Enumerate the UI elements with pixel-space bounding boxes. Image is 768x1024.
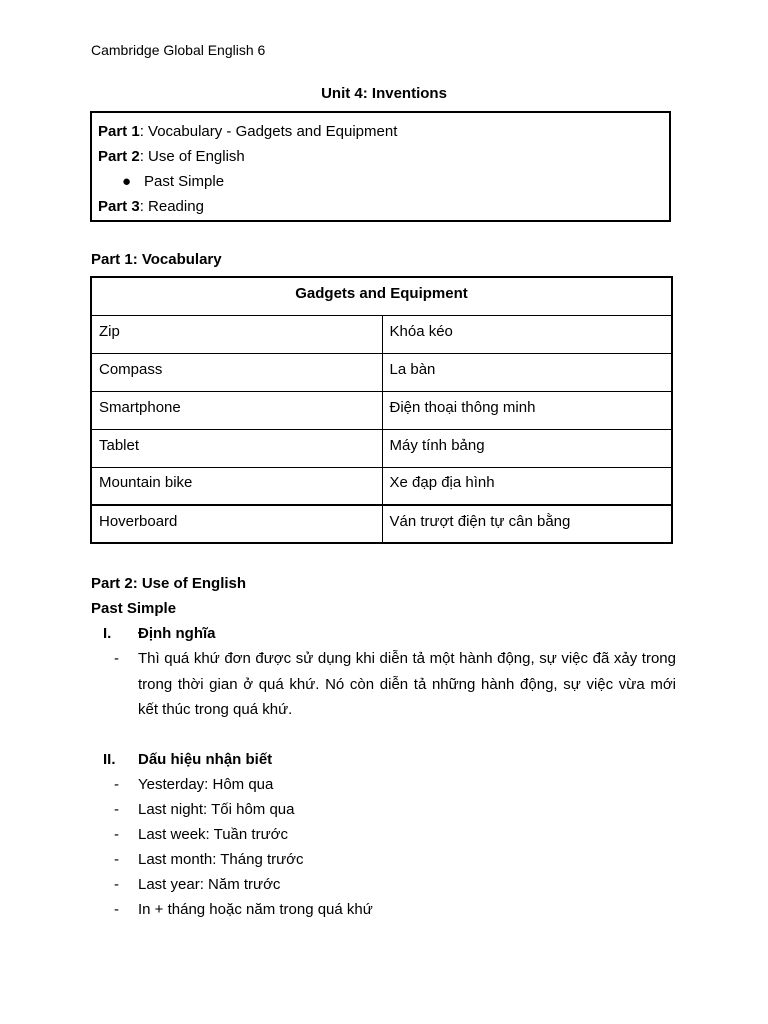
table-cell-en: Zip (91, 315, 382, 353)
definition-heading: Định nghĩa (138, 625, 216, 642)
list-item: Last month: Tháng trước (138, 851, 304, 868)
table-cell-vi: Điện thoại thông minh (382, 391, 672, 429)
table-row (91, 315, 672, 353)
table-cell-vi: La bàn (382, 353, 672, 391)
table-cell-en: Compass (91, 353, 382, 391)
dash-marker: - (114, 851, 119, 868)
outline-part2-bullet (98, 169, 669, 194)
table-header: Gadgets and Equipment (91, 277, 672, 315)
table-cell-vi: Máy tính bảng (382, 429, 672, 467)
outline-part3 (98, 194, 669, 219)
outline-part1-label: Part 1 (98, 123, 140, 140)
list-item: Last year: Năm trước (138, 876, 281, 893)
section-numeral-1: I. (103, 625, 112, 642)
dash-marker: - (114, 650, 119, 667)
table-cell-vi: Khóa kéo (382, 315, 672, 353)
book-title: Cambridge Global English 6 (91, 42, 266, 58)
unit-title: Unit 4: Inventions (321, 85, 447, 102)
list-item: In + tháng hoặc năm trong quá khứ (138, 901, 373, 918)
table-row (91, 353, 672, 391)
dash-marker: - (114, 776, 119, 793)
table-cell-en: Mountain bike (91, 467, 382, 505)
dash-marker: - (114, 901, 119, 918)
outline-part2 (98, 144, 669, 169)
outline-part3-text: : Reading (139, 198, 204, 215)
table-row (91, 429, 672, 467)
table-header-row (91, 277, 672, 315)
dash-marker: - (114, 876, 119, 893)
dash-marker: - (114, 801, 119, 818)
vocabulary-section-title: Part 1: Vocabulary (91, 251, 222, 268)
list-item: Yesterday: Hôm qua (138, 776, 274, 793)
grammar-section-title: Part 2: Use of English (91, 575, 247, 592)
table-cell-en: Hoverboard (91, 505, 382, 543)
table-row (91, 505, 672, 543)
outline-part3-label: Part 3 (98, 198, 140, 215)
vocabulary-table (90, 276, 673, 544)
dash-marker: - (114, 826, 119, 843)
table-cell-en: Tablet (91, 429, 382, 467)
outline-part1 (98, 119, 669, 144)
section-numeral-2: II. (103, 751, 116, 768)
definition-paragraph: Thì quá khứ đơn được sử dụng khi diễn tả một hành động, sự việc đã xảy trong trong thời gian ở quá khứ. Nó còn diễn tả những hành động, sự việc vừa mới kết thúc trong quá khứ. (138, 650, 676, 718)
bullet-icon: ● (122, 173, 132, 190)
table-cell-vi: Ván trượt điện tự cân bằng (382, 505, 672, 543)
table-row (91, 391, 672, 429)
outline-part2-label: Part 2 (98, 148, 140, 165)
table-cell-vi: Xe đạp địa hình (382, 467, 672, 505)
outline-part2-bullet-text: Past Simple (144, 173, 225, 190)
grammar-subtitle: Past Simple (91, 600, 177, 617)
list-item: Last week: Tuần trước (138, 826, 288, 843)
table-cell-en: Smartphone (91, 391, 382, 429)
outline-box (90, 111, 671, 222)
table-row (91, 467, 672, 505)
outline-part1-text: : Vocabulary - Gadgets and Equipment (139, 123, 398, 140)
list-item: Last night: Tối hôm qua (138, 801, 295, 818)
outline-part2-text: : Use of English (139, 148, 245, 165)
signals-heading: Dấu hiệu nhận biết (138, 751, 273, 768)
